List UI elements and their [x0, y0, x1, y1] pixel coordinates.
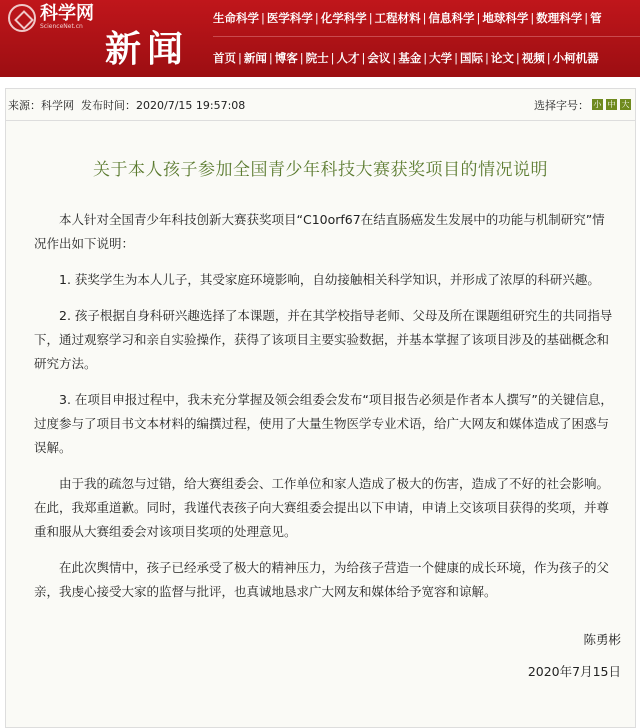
nav-link[interactable]: 工程材料 [374, 11, 421, 25]
nav-link[interactable]: 人才 [336, 51, 360, 65]
nav-link[interactable]: 国际 [460, 51, 483, 65]
nav-link[interactable]: 管 [590, 11, 602, 25]
nav-link[interactable]: 首页 [213, 51, 236, 65]
paragraph: 2. 孩子根据自身科研兴趣选择了本课题，并在其学校指导老师、父母及所在课题组研究生的共同指导下，通过观察学习和亲自实验操作，获得了该项目主要实验数据，并基本掌握了该项目涉及的基础概念和研究方法。 [34, 308, 613, 371]
article-container [5, 88, 636, 728]
sciencenet-logo[interactable]: 科学网 ScienceNet.cn [8, 4, 94, 32]
nav-link[interactable]: 会议 [367, 51, 391, 65]
font-size-selector: 选择字号： 小 中 大 [534, 98, 630, 112]
article-body [6, 208, 635, 604]
font-size-large[interactable]: 大 [621, 100, 630, 109]
nav-link[interactable]: 院士 [305, 51, 329, 65]
section-title: 新闻 [105, 29, 190, 70]
nav-separator: | [261, 11, 265, 25]
nav-separator: | [330, 51, 335, 65]
source-and-time: 来源：科学网 发布时间：2020/7/15 19:57:08 [8, 98, 246, 112]
nav-link[interactable]: 博客 [274, 51, 298, 65]
nav-link[interactable]: 视频 [521, 51, 545, 65]
main-nav [213, 50, 599, 66]
article-title: 关于本人孩子参加全国青少年科技大赛获奖项目的情况说明 [93, 160, 548, 180]
nav-separator: | [299, 51, 304, 65]
nav-separator: | [515, 51, 520, 65]
nav-separator: | [368, 11, 373, 25]
paragraph: 在此次舆情中，孩子已经承受了极大的精神压力，为给孩子营造一个健康的成长环境，作为孩子的父亲，我虔心接受大家的监督与批评，也真诚地恳求广大网友和媒体给予宽容和谅解。 [34, 560, 610, 599]
paragraph: 本人针对全国青少年科技创新大赛获奖项目“C10orf67在结直肠癌发生发展中的功能与机制研究”情况作出如下说明： [34, 212, 605, 251]
font-size-small[interactable]: 小 [593, 100, 602, 109]
nav-link[interactable]: 大学 [429, 51, 453, 65]
nav-separator: | [584, 11, 589, 25]
nav-link[interactable]: 生命科学 [213, 11, 259, 25]
sign-date: 2020年7月15日 [527, 664, 621, 679]
nav-separator: | [454, 51, 458, 65]
nav-separator: | [485, 51, 489, 65]
nav-link[interactable]: 信息科学 [428, 11, 475, 25]
article-meta [6, 89, 635, 121]
nav-separator: | [238, 51, 242, 65]
paragraph: 1. 获奖学生为本人儿子，其受家庭环境影响，自幼接触相关科学知识，并形成了浓厚的科研兴趣。 [59, 272, 600, 287]
nav-link[interactable]: 地球科学 [482, 11, 529, 25]
nav-separator: | [476, 11, 481, 25]
nav-separator: | [268, 51, 273, 65]
subject-nav [213, 10, 602, 26]
nav-separator: | [546, 51, 551, 65]
nav-separator: | [423, 51, 428, 65]
nav-link[interactable]: 新闻 [243, 51, 267, 65]
paragraph: 3. 在项目申报过程中，我未充分掌握及领会组委会发布“项目报告必须是作者本人撰写”的关键信息，过度参与了项目书文本材料的编撰过程，使用了大量生物医学专业术语，给广大网友和媒体造成了困惑与误解。 [34, 392, 613, 455]
signature: 陈勇彬 [583, 632, 621, 647]
nav-separator: | [422, 11, 427, 25]
site-header [0, 0, 640, 77]
nav-link[interactable]: 数理科学 [536, 11, 583, 25]
nav-separator: | [530, 11, 535, 25]
nav-link[interactable]: 基金 [398, 51, 422, 65]
nav-link[interactable]: 化学科学 [320, 11, 367, 25]
nav-link[interactable]: 论文 [490, 51, 514, 65]
font-size-medium[interactable]: 中 [607, 100, 616, 109]
nav-divider [213, 36, 640, 37]
nav-separator: | [314, 11, 319, 25]
paragraph: 由于我的疏忽与过错，给大赛组委会、工作单位和家人造成了极大的伤害，造成了不好的社会影响。在此，我郑重道歉。同时，我谨代表孩子向大赛组委会提出以下申请，申请上交该项目获得的奖项，并尊重和服从大赛组委会对该项目奖项的处理意见。 [34, 476, 610, 539]
nav-link[interactable]: 医学科学 [266, 11, 313, 25]
logo-icon [8, 4, 36, 32]
nav-separator: | [361, 51, 366, 65]
nav-link[interactable]: 小柯机器 [552, 51, 599, 65]
nav-separator: | [392, 51, 397, 65]
